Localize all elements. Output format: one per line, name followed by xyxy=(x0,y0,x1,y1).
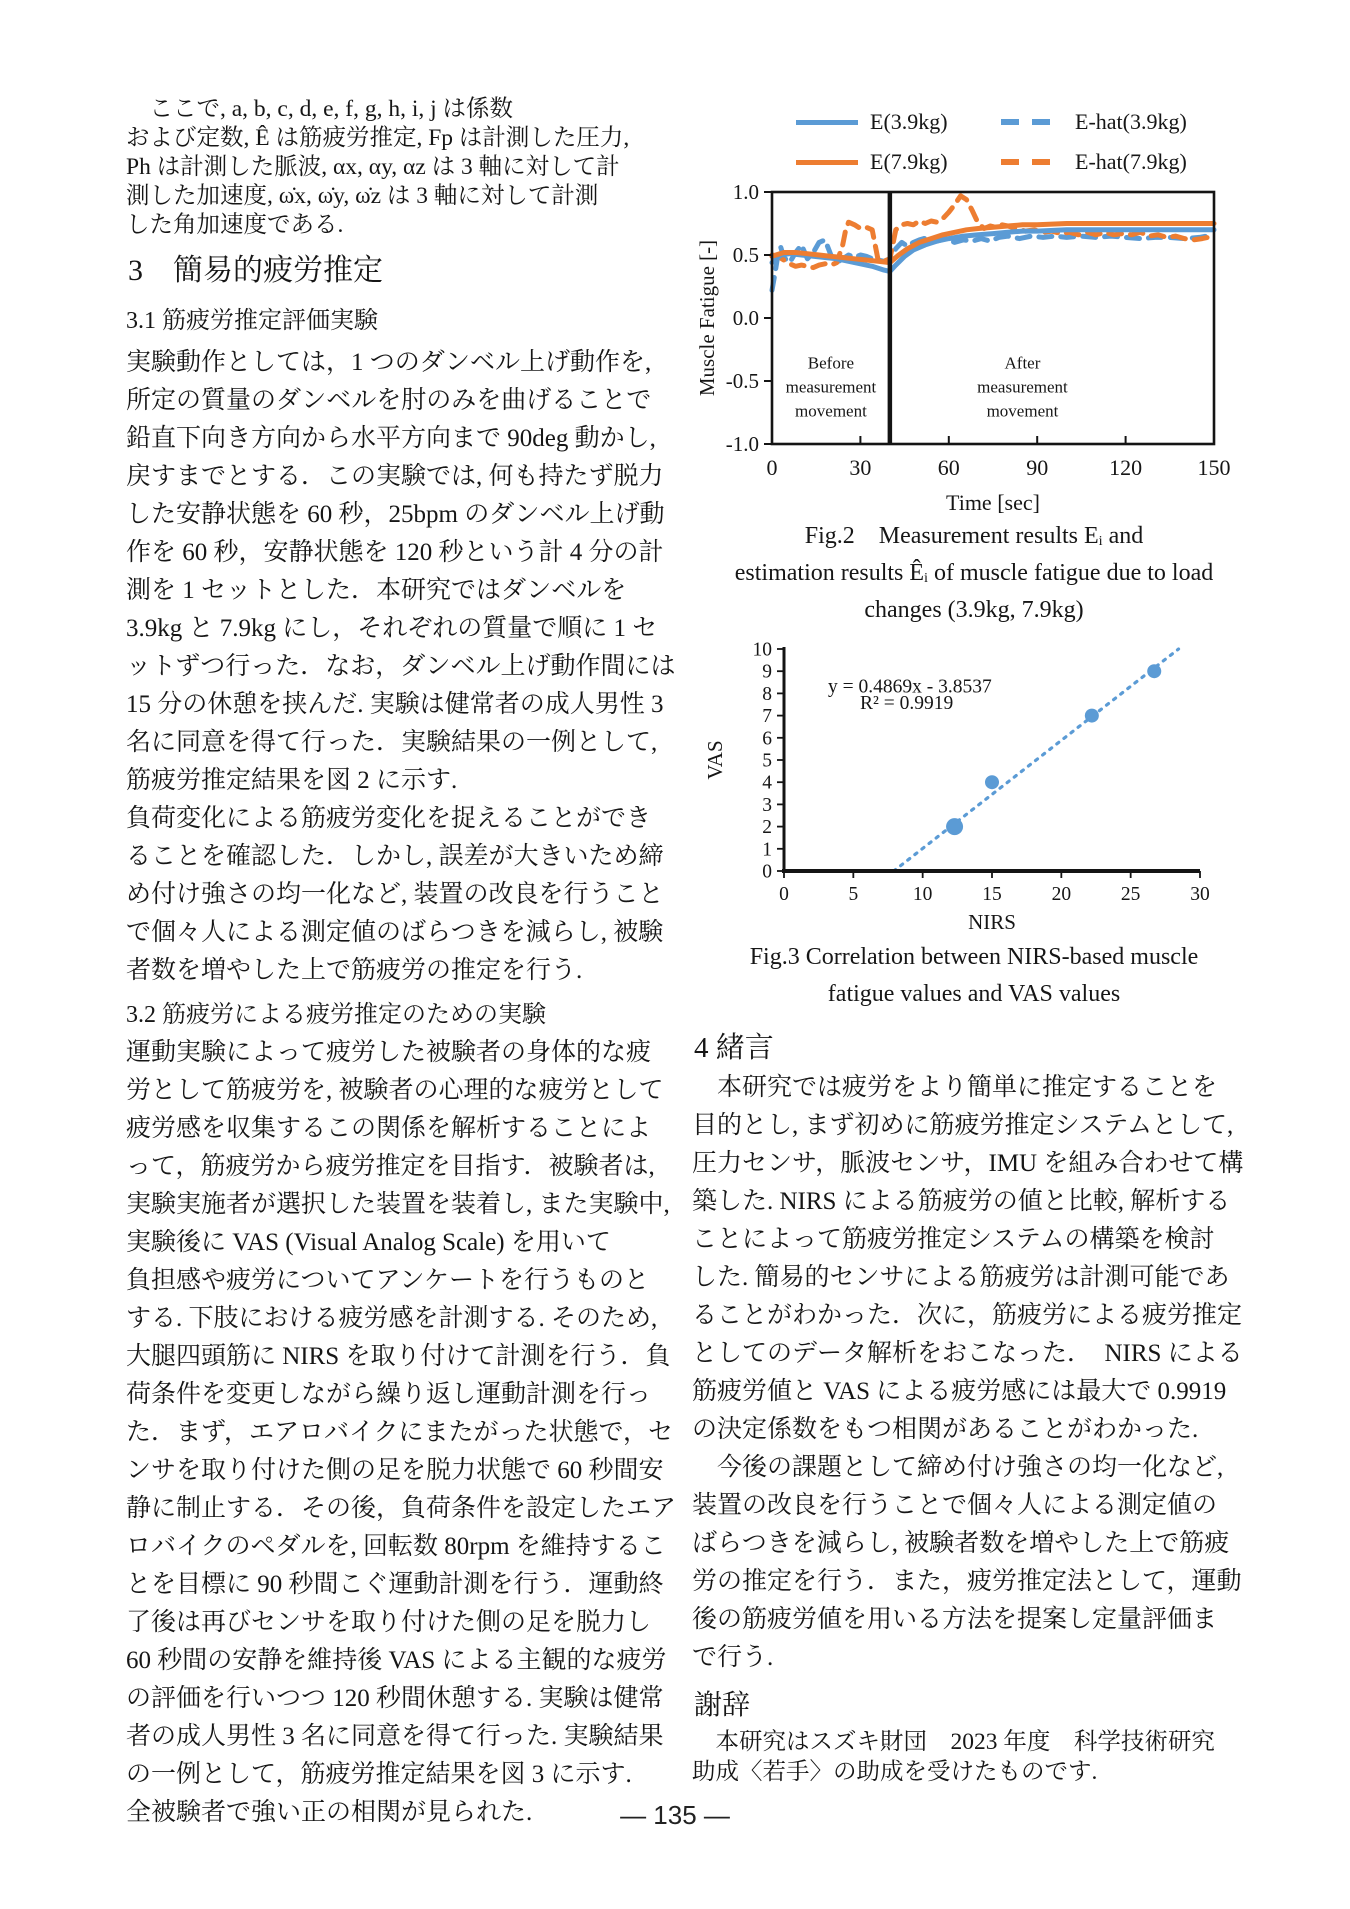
text-line: 負荷変化による筋疲労変化を捉えることができ xyxy=(126,805,652,832)
text-line: 実験動作としては，1 つのダンベル上げ動作を, xyxy=(126,349,652,376)
dashed-line-swatch xyxy=(1001,159,1063,165)
svg-text:60: 60 xyxy=(937,455,960,480)
section-3-2-heading: 3.2 筋疲労による疲労推定のための実験 xyxy=(126,1002,546,1028)
legend-label: E(7.9kg) xyxy=(870,149,948,174)
svg-text:0: 0 xyxy=(766,455,778,480)
text-line: で個々人による測定値のばらつきを減らし, 被験 xyxy=(126,919,664,946)
svg-text:3: 3 xyxy=(762,794,772,816)
text-line: 大腿四頭筋に NIRS を取り付けて計測を行う．負 xyxy=(126,1343,671,1370)
text-line: 目的とし, まず初めに筋疲労推定システムとして, xyxy=(692,1112,1234,1139)
text-line: としてのデータ解析をおこなった． NIRS による xyxy=(692,1340,1243,1367)
text-line: 者数を増やした上で筋疲労の推定を行う. xyxy=(126,957,583,984)
text-line: 負担感や疲労についてアンケートを行うものと xyxy=(126,1267,650,1294)
text-line: 全被験者で強い正の相関が見られた. xyxy=(126,1799,533,1826)
acknowledgement-heading: 謝辞 xyxy=(694,1690,751,1721)
svg-text:5: 5 xyxy=(762,750,772,772)
text-line: 戻すまでとする．この実験では, 何も持たず脱力 xyxy=(126,463,664,490)
svg-text:20: 20 xyxy=(1051,884,1072,905)
legend-label: E-hat(3.9kg) xyxy=(1075,109,1187,134)
svg-text:movement: movement xyxy=(986,401,1059,421)
text-line: 本研究はスズキ財団 2023 年度 科学技術研究 xyxy=(692,1729,1215,1755)
solid-line-swatch xyxy=(796,160,858,165)
text-line: 築した. NIRS による筋疲労の値と比較, 解析する xyxy=(692,1188,1231,1215)
acknowledgement-paragraph xyxy=(692,1727,1256,1787)
svg-text:10: 10 xyxy=(912,884,933,905)
svg-text:15: 15 xyxy=(982,884,1002,905)
text-line: 圧力センサ，脈波センサ，IMU を組み合わせて構 xyxy=(692,1150,1244,1177)
text-line: の一例として，筋疲労推定結果を図 3 に示す. xyxy=(126,1761,632,1788)
svg-text:0.5: 0.5 xyxy=(732,243,759,267)
right-column xyxy=(692,96,1256,1787)
svg-text:120: 120 xyxy=(1109,455,1143,480)
svg-text:1: 1 xyxy=(762,839,772,861)
text-line: 60 秒間の安静を維持後 VAS による主観的な疲労 xyxy=(126,1647,667,1674)
svg-text:1.0: 1.0 xyxy=(732,180,759,204)
legend-item xyxy=(796,150,1001,174)
svg-text:0: 0 xyxy=(779,884,789,905)
svg-text:0: 0 xyxy=(762,861,772,883)
legend-item xyxy=(1001,150,1256,174)
text-line: 実験後に VAS (Visual Analog Scale) を用いて xyxy=(126,1229,611,1256)
text-line: 労として筋疲労を, 被験者の心理的な疲労として xyxy=(126,1077,664,1104)
text-line: した. 簡易的センサによる筋疲労は計測可能であ xyxy=(692,1264,1230,1291)
text-line: 後の筋疲労値を用いる方法を提案し定量評価ま xyxy=(692,1606,1218,1633)
text-line: め付け強さの均一化など, 装置の改良を行うこと xyxy=(126,881,664,908)
legend-label: E-hat(7.9kg) xyxy=(1075,149,1187,174)
solid-line-swatch xyxy=(796,120,858,125)
text-line: 実験実施者が選択した装置を装着し, また実験中, xyxy=(126,1191,670,1218)
text-line: 測した加速度, ω̇x, ω̇y, ω̇z は 3 軸に対して計測 xyxy=(126,183,599,209)
text-line: 測を 1 セットとした．本研究ではダンベルを xyxy=(126,577,627,604)
text-line: changes (3.9kg, 7.9kg) xyxy=(864,597,1084,623)
svg-text:4: 4 xyxy=(762,772,772,794)
page-number: — 135 — xyxy=(620,1800,730,1830)
text-line: ットずつ行った．なお，ダンベル上げ動作間には xyxy=(126,653,676,680)
text-line: ンサを取り付けた側の足を脱力状態で 60 秒間安 xyxy=(126,1457,664,1484)
text-line: および定数, Ê は筋疲労推定, Fp は計測した圧力, xyxy=(126,125,630,151)
text-line: 運動実験によって疲労した被験者の身体的な疲 xyxy=(126,1039,652,1066)
text-line: で行う. xyxy=(692,1644,774,1671)
svg-text:30: 30 xyxy=(849,455,872,480)
text-line: 3.9kg と 7.9kg にし，それぞれの質量で順に 1 セ xyxy=(126,615,658,642)
text-line: した角加速度である. xyxy=(126,212,344,238)
left-column xyxy=(126,95,688,1832)
text-line: 今後の課題として締め付け強さの均一化など, xyxy=(692,1454,1224,1481)
dashed-line-swatch xyxy=(1001,119,1063,125)
svg-text:measurement: measurement xyxy=(785,377,877,397)
svg-text:30: 30 xyxy=(1190,884,1210,905)
text-line: 助成〈若手〉の助成を受けたものです. xyxy=(692,1759,1098,1785)
fig2-caption xyxy=(692,518,1256,629)
svg-text:-0.5: -0.5 xyxy=(725,369,759,393)
fig3-chart xyxy=(692,637,1232,937)
svg-text:measurement: measurement xyxy=(977,377,1068,397)
text-line: 者の成人男性 3 名に同意を得て行った. 実験結果 xyxy=(126,1723,664,1750)
svg-text:NIRS: NIRS xyxy=(968,910,1016,934)
text-line: の評価を行いつつ 120 秒間休憩する. 実験は健常 xyxy=(126,1685,664,1712)
text-line: 装置の改良を行うことで個々人による測定値の xyxy=(692,1492,1218,1519)
text-line: ることを確認した．しかし, 誤差が大きいため締 xyxy=(126,843,664,870)
svg-text:R² = 0.9919: R² = 0.9919 xyxy=(860,692,954,714)
text-line: ことによって筋疲労推定システムの構築を検討 xyxy=(692,1226,1215,1253)
svg-text:2: 2 xyxy=(762,817,772,839)
legend-label: E(3.9kg) xyxy=(870,109,948,134)
fig2-chart xyxy=(692,178,1232,516)
svg-text:10: 10 xyxy=(752,639,772,661)
svg-text:8: 8 xyxy=(762,683,772,705)
text-line: って，筋疲労から疲労推定を目指す．被験者は, xyxy=(126,1153,655,1180)
text-line: Ph は計測した脈波, αx, αy, αz は 3 軸に対して計 xyxy=(126,154,620,180)
svg-text:movement: movement xyxy=(795,401,867,421)
text-line: 所定の質量のダンベルを肘のみを曲げることで xyxy=(126,387,652,414)
section-3-2-paragraph xyxy=(126,1034,688,1832)
text-line: 作を 60 秒，安静状態を 120 秒という計 4 分の計 xyxy=(126,539,664,566)
text-line: Fig.3 Correlation between NIRS-based muscle xyxy=(749,944,1199,970)
fig3-caption xyxy=(692,939,1256,1013)
svg-text:After: After xyxy=(1004,353,1041,373)
text-line: 筋疲労推定結果を図 2 に示す. xyxy=(126,767,458,794)
text-line: ここで, a, b, c, d, e, f, g, h, i, j は係数 xyxy=(126,96,514,122)
text-line: 疲労感を収集するこの関係を解析することによ xyxy=(126,1115,652,1142)
text-line: 了後は再びセンサを取り付けた側の足を脱力し xyxy=(126,1609,652,1636)
text-line: ロバイクのペダルを, 回転数 80rpm を維持するこ xyxy=(126,1533,666,1560)
svg-text:9: 9 xyxy=(762,661,772,683)
text-line: 筋疲労値と VAS による疲労感には最大で 0.9919 xyxy=(692,1378,1227,1405)
intro-paragraph xyxy=(126,95,688,240)
text-line: た．まず，エアロバイクにまたがった状態で，セ xyxy=(126,1419,674,1446)
svg-text:Time [sec]: Time [sec] xyxy=(946,490,1040,515)
section-4-heading: 4 緒言 xyxy=(694,1032,774,1064)
svg-text:VAS: VAS xyxy=(703,740,727,780)
text-line: estimation results Êᵢ of muscle fatigue due to load xyxy=(734,560,1214,586)
svg-text:0.0: 0.0 xyxy=(732,306,759,330)
section-4-paragraph xyxy=(692,1069,1256,1677)
legend-item xyxy=(796,110,1001,134)
svg-text:7: 7 xyxy=(762,706,772,728)
svg-text:90: 90 xyxy=(1026,455,1049,480)
svg-text:5: 5 xyxy=(848,884,859,905)
text-line: Fig.2 Measurement results Eᵢ and xyxy=(804,523,1144,549)
text-line: する. 下肢における疲労感を計測する. そのため, xyxy=(126,1305,658,1332)
text-line: ることがわかった．次に，筋疲労による疲労推定 xyxy=(692,1302,1243,1329)
svg-text:-1.0: -1.0 xyxy=(725,432,759,456)
fig2-legend xyxy=(796,110,1256,174)
svg-text:Before: Before xyxy=(807,353,855,373)
text-line: 静に制止する．その後，負荷条件を設定したエア xyxy=(126,1495,677,1522)
text-line: 鉛直下向き方向から水平方向まで 90deg 動かし, xyxy=(126,425,656,452)
text-line: 15 分の休憩を挟んだ. 実験は健常者の成人男性 3 xyxy=(126,691,664,718)
section-3-heading: 3 簡易的疲労推定 xyxy=(128,254,383,287)
svg-text:25: 25 xyxy=(1120,884,1141,905)
text-line: 荷条件を変更しながら繰り返し運動計測を行っ xyxy=(126,1381,652,1408)
text-line: 名に同意を得て行った．実験結果の一例として, xyxy=(126,729,658,756)
svg-text:Muscle Fatigue [-]: Muscle Fatigue [-] xyxy=(695,239,719,397)
text-line: 本研究では疲労をより簡単に推定することを xyxy=(692,1074,1218,1101)
text-line: の決定係数をもつ相関があることがわかった. xyxy=(692,1416,1199,1443)
svg-text:6: 6 xyxy=(762,728,772,750)
svg-text:y = 0.4869x - 3.8537: y = 0.4869x - 3.8537 xyxy=(828,676,992,698)
text-line: ばらつきを減らし, 被験者数を増やした上で筋疲 xyxy=(692,1530,1230,1557)
text-line: した安静状態を 60 秒，25bpm のダンベル上げ動 xyxy=(126,501,665,528)
section-3-1-heading: 3.1 筋疲労推定評価実験 xyxy=(126,308,378,334)
svg-text:150: 150 xyxy=(1197,455,1231,480)
text-line: 労の推定を行う．また，疲労推定法として，運動 xyxy=(692,1568,1242,1595)
text-line: とを目標に 90 秒間こぐ運動計測を行う．運動終 xyxy=(126,1571,664,1598)
legend-item xyxy=(1001,110,1256,134)
section-3-1-paragraph xyxy=(126,344,688,990)
text-line: fatigue values and VAS values xyxy=(827,981,1121,1007)
